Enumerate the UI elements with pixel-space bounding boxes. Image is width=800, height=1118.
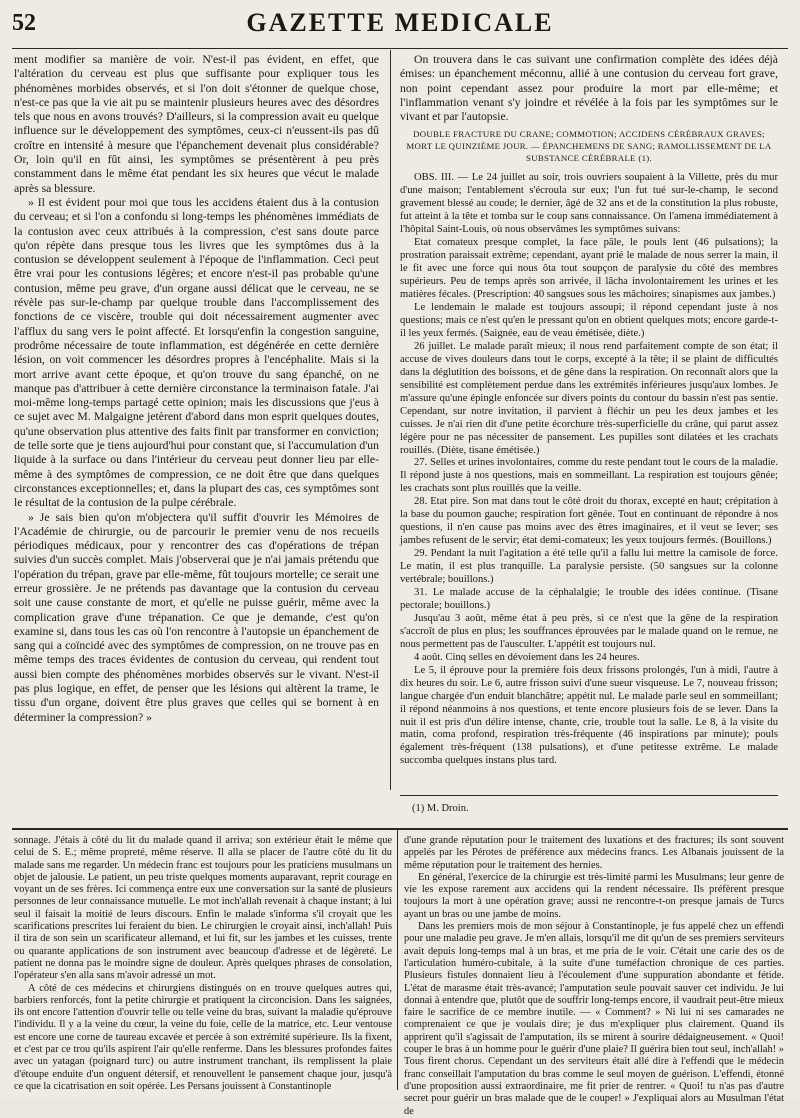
observation-paragraph: 28. Etat pire. Son mat dans tout le côté droit du thorax, excepté en haut; crépitation à la base du poumon gauche; respiration fort gênée. Tout en continuant de répondre à nos questions, il n'en cause pas moins avec des êtres imaginaires, et il veut se lever; ses jambes refusent de le servir; état demi-comateux; les yeux toujours fermés. (Bouillons.) xyxy=(400,496,778,547)
footnote-rule xyxy=(400,795,778,796)
footnote: (1) M. Droin. xyxy=(412,803,469,814)
right-column xyxy=(400,53,778,768)
article-paragraph: » Il est évident pour moi que tous les accidens étaient dus à la contusion du cerveau; et si l'on a confondu si long-temps les phénomènes immédiats de la contusion avec ceux attribués à la compression, c'est sans doute parce qu'on répète dans presque tous les livres que les symptômes dus à la contusion se développent seulement à l'époque de l'inflammation. Ceci peut être vrai pour les contusions légères; et encore n'est-il pas probable qu'une contusion, même peu grave, d'un organe aussi délicat que le cerveau, ne se révèle pas sur-le-champ par quelque trouble dans l'accomplissement des fonctions de ce viscère, trouble qui doit nécessairement augmenter avec l'afflux du sang vers le point affecté. Et lorsqu'enfin la congestion sanguine, prodrôme nécessaire de toute inflammation, est dégénérée en cette dernière lésion, on voit commencer les désordres propres à l'encéphalite. Mais si la mort arrive avant cette époque, et qu'on trouve du sang épanché, on ne manque pas d'attribuer à cette dernière circonstance la terminaison fatale. J'ai moi-même long-temps partagé cette opinion; mais les discussions que j'eus à ce sujet avec M. Malgaigne jetèrent d'abord dans mon esprit quelques doutes, qu'une observation plus attentive des faits finit par transformer en conviction; de telle sorte que je tiens aujourd'hui pour constant que, si l'accumulation d'un liquide à la surface ou dans l'intérieur du cerveau peut donner lieu par elle-même à des symptômes de compression, ce ne doit être que dans quelques circonstances exceptionnelles; et, dans la plupart des cas, ces symptômes sont le résultat de la contusion de la pulpe cérébrale. xyxy=(14,195,379,510)
header-rule xyxy=(12,48,788,49)
observation-block xyxy=(400,172,778,768)
article-paragraph: ment modifier sa manière de voir. N'est-il pas évident, en effet, que l'altération du cerveau est plus que suffisante pour expliquer tous les phénomènes morbides observés, et si l'on doit s'étonner de quelque chose, n'est-ce pas que la vie ait pu se maintenir plusieurs heures avec des désordres tels que nous en avons trouvés? D'ailleurs, si la compression avait eu quelque influence sur le développement des symptômes, ceux-ci n'eussent-ils pas dû croître en intensité à mesure que l'épanchement devenait plus considérable? Or, loin qu'il en fût ainsi, les symptômes se présentèrent à peu près constamment dans le même état pendant les six heures que vécut le malade après sa blessure. xyxy=(14,53,379,195)
observation-paragraph: Le lendemain le malade est toujours assoupi; il répond cependant juste à nos questions; mais ce n'est qu'en le pressant qu'on en obtient quelques mots; encore garde-t-il les yeux fermés. (Saignée, eau de veau émétisée, diète.) xyxy=(400,302,778,339)
observation-paragraph: OBS. III. — Le 24 juillet au soir, trois ouvriers soupaient à la Villette, près du mur d'une maison; l'entablement s'écroula sur eux; l'un fut tué sur-le-champ, le second gravement blessé au coude; le dernier, âgé de 32 ans et de la constitution la plus robuste, fut atteint à la tête et tomba sur le coup sans connaissance. On l'amena immédiatement à l'hôpital Saint-Louis, où nous observâmes les symptômes suivans: xyxy=(400,172,778,236)
page-header xyxy=(12,8,788,48)
observation-paragraph: 27. Selles et urines involontaires, comme du reste pendant tout le cours de la maladie. Il répond juste à nos questions, mais en sommeillant. La respiration est toujours gênée; les crachats sont plus rouillés que la veille. xyxy=(400,457,778,495)
feuilleton-paragraph: En général, l'exercice de la chirurgie est très-limité parmi les Musulmans; leur genre de vie les expose rarement aux accidens qui la rendent nécessaire. Ils préfèrent presque toujours la mort à une opération grave; aussi ne rencontre-t-on presque jamais de Turcs ayant un bras ou une jambe de moins. xyxy=(404,871,784,920)
observation-paragraph: Jusqu'au 3 août, même état à peu près, si ce n'est que la gêne de la respiration s'accroît de plus en plus; les souffrances éprouvées par le malade quand on le remue, ne nous permettent pas de l'ausculter. L'appétit est toujours nul. xyxy=(400,612,778,650)
article-paragraph: » Je sais bien qu'on m'objectera qu'il suffit d'ouvrir les Mémoires de l'Académie de chirurgie, ou de parcourir le premier venu de nos recueils périodiques médicaux, pour y rencontrer des cas d'opérations de trépan suivies d'un succès complet. Mais j'observerai que je n'ai jamais prétendu que l'opération du trépan, grave par elle-même, fût toujours mortelle; ce serait une erreur grossière. Je ne prétends pas davantage que la contusion du cerveau soit une cause constante de mort, et qu'elle ne puisse guérir, même avec la complication grave d'une trépanation. Ce que je demande, c'est qu'on examine si, dans tous les cas où l'on rencontre à l'autopsie un épanchement de sang qui a coïncidé avec des symptômes de compression, on ne trouve pas en même temps des traces évidentes de contusion du cerveau, qui rendent tout aussi bien compte des phénomènes morbides observés sur le vivant. N'est-il pas plus logique, en effet, de penser que les lésions qui altèrent la trame, le tissu d'un organe, doivent être plus graves que celles qui se bornent à en déterminer la compression? » xyxy=(14,510,379,724)
feuilleton-paragraph: sonnage. J'étais à côté du lit du malade quand il arriva; son extérieur était le même que celui de S. E.; même propreté, même réserve. Il alla se placer de l'autre côté du lit du malade sans me regarder. Un médecin franc est toujours pour les praticiens musulmans un objet de jalousie. Le patient, un peu triste quelques moments auparavant, reprit courage en voyant un de ses frères. Ici commença entre eux une conversation sur la santé de plusieurs personnes de leur connaissance mutuelle. Le mot inch'allah revenait à chaque instant; à lui seul il faisait la moitié de leurs discours. Enfin le malade s'informa s'il croyait que les scarifications prescrites lui feraient du bien. Le chirurgien le croyait ainsi, inch'allah! Puis il tira de son sein un scarificateur allemand, et lui fit, sur les jambes et les cuisses, trente ou quarante applications de son instrument avec beaucoup d'adresse et de légèreté. Le patient ne donna pas le moindre signe de douleur. Après quelques phrases de consolation, l'opérateur s'en alla sans m'avoir adressé un mot. xyxy=(14,835,392,982)
observation-paragraph: 29. Pendant la nuit l'agitation a été telle qu'il a fallu lui mettre la camisole de force. Le matin, il est plus tranquille. La paralysie persiste. (50 sangsues sur la colonne vertébrale; bouillons.) xyxy=(400,548,778,586)
observation-paragraph: 31. Le malade accuse de la céphalalgie; le trouble des idées continue. (Tisane pectorale; bouillons.) xyxy=(400,586,778,611)
feuilleton-paragraph: d'une grande réputation pour le traitement des luxations et des fractures; ils sont souvent appelés par les Pérotes de préférence aux médecins francs. Les Albanais jouissent de la même réputation pour le traitement des hernies. xyxy=(404,835,784,871)
observation-paragraph: 4 août. Cinq selles en dévoiement dans les 24 heures. xyxy=(414,651,640,663)
masthead-title: GAZETTE MEDICALE xyxy=(246,8,554,37)
bottom-right-column xyxy=(404,835,784,1118)
page-number: 52 xyxy=(12,10,36,36)
left-column xyxy=(14,53,379,725)
feuilleton-rule xyxy=(12,828,788,830)
observation-paragraph: 26 juillet. Le malade paraît mieux; il nous rend parfaitement compte de son état; il accuse de vives douleurs dans tout le corps, excepté à la tête; il se plaint de difficultés dans la déglutition des boissons, et de gêne dans la respiration. On reconnaît alors que la sensibilité est complètement perdue dans les extrémités inférieures jusqu'aux lombes. Je m'assure qu'une épingle enfoncée sur divers points du contour du bassin n'est pas sentie. Cependant, sur notre invitation, il parvient à fléchir un peu les deux jambes et les cuisses. Je n'ai rien dit d'une petite écorchure très-superficielle du crâne, qui parut assez légère pour ne pas nécessiter de pansement. Les pupilles sont dilatées et les crachats rouillés. (Diète, tisane émétisée.) xyxy=(400,340,778,456)
intro-paragraph: On trouvera dans le cas suivant une confirmation complète des idées déjà émises: un épanchement méconnu, allié à une contusion du cerveau fort grave, non point cependant assez pour produire la mort par elle-même; et l'inflammation venant s'y joindre et révélée à la fois par les symptômes sur le vivant et par l'autopsie. xyxy=(400,53,778,124)
bottom-left-column xyxy=(14,835,392,1093)
column-divider xyxy=(390,50,391,790)
bottom-column-divider xyxy=(397,830,398,1090)
observation-paragraph: Etat comateux presque complet, la face pâle, le pouls lent (46 pulsations); la prostration paraissait extrême; cependant, ayant prié le malade de nous serrer la main, il le fit avec une force qui nous ôta tout soupçon de paralysie du côté des membres supérieurs. Peu de temps après son arrivée, il lâcha involontairement les urines et les matières fécales. (Prescription: 40 sangsues sous les mâchoires; sinapismes aux jambes.) xyxy=(400,237,778,301)
feuilleton-paragraph: A côté de ces médecins et chirurgiens distingués on en trouve quelques autres qui, barbiers renforcés, font la petite chirurgie et pratiquent la circoncision. Dans les saignées, ils ont encore l'attention d'ouvrir telle ou telle veine du bras, suivant la maladie qu'éprouve l'individu. Il y a la veine du cœur, la veine du foie, celle de la matrice, etc. Leur ventouse est encore une corne de taureau excavée et percée à son extrémité supérieure. Ils la fixent, et c'est par ce trou qu'ils aspirent l'air qu'elle renferme. Dans les blessures profondes faites avec un yatagan (poignard turc) ou autre instrument tranchant, ils remplissent la plaie d'étoupe enduite d'un onguent détersif, et renouvellent le pansement chaque jour, jusqu'à ce que la cicatrisation en soit opérée. Les Persans jouissent à Constantinople xyxy=(14,982,392,1092)
case-subtitle: DOUBLE FRACTURE DU CRANE; COMMOTION; ACCIDENS CÉRÉBRAUX GRAVES; MORT LE QUINZIÈME JOUR. — ÉPANCHEMENS DE SANG; RAMOLLISSEMENT DE LA SUBSTANCE CÉRÉBRALE (1). xyxy=(406,129,772,164)
observation-paragraph: Le 5, il éprouve pour la première fois deux frissons prolongés, l'un à midi, l'autre à dix heures du soir. Le 6, autre frisson suivi d'une sueur visqueuse. Le 7, nouveau frisson; langue chargée d'un enduit blanchâtre; appétit nul. Le malade parle seul en sommeillant; il répond néanmoins à nos questions, et tente encore plusieurs fois de se lever. Dans la nuit il est pris d'un délire intense, chante, crie, trouble tout la salle. Le 8, à la visite du matin, coma profond, respiration très-fréquente (46 inspirations par minute); pouls également très-fréquent (138 pulsations), et d'une petitesse extrême. Le malade succomba quelques instans plus tard. xyxy=(400,664,778,767)
feuilleton-paragraph: Dans les premiers mois de mon séjour à Constantinople, je fus appelé chez un effendi pour une maladie peu grave. Je m'en allais, lorsqu'il me dit qu'un de ses premiers serviteurs avait depuis long-temps mal à un bras, et me pria de le voir. C'était une carie des os de l'articulation huméro-cubitale, à la suite d'une tuméfaction chronique de ces parties. Plusieurs fistules donnaient lieu à l'écoulement d'une suppuration abondante et fétide. L'état de marasme était très-avancé; l'amputation seule pouvait sauver cet individu. Je lui donnai à entendre que, plutôt que de souffrir long-temps encore, il vaudrait peut-être mieux faire le sacrifice de ce membre inutile. — « Comment? » Ni lui ni ses camarades ne comprenaient ce que je voulais dire; je dus m'expliquer plus clairement. Quand ils apprirent qu'il s'agissait de l'amputation, ils se mirent à sourire dédaigneusement. « Quoi! couper le bras à un homme pour le guérir d'une plaie? Il guérira bien tout seul, inch'allah! » Tous firent chorus. Cependant un des serviteurs était allé dire à l'effendi que le médecin franc conseillait l'amputation du bras comme le seul moyen de guérison. L'effendi, étonné d'une proposition aussi extraordinaire, me fit prier de rentrer. « Quoi! tu n'as pas d'autre secret pour guérir un bras malade que de le couper! » J'expliquai alors au Musulman l'état de xyxy=(404,921,784,1117)
